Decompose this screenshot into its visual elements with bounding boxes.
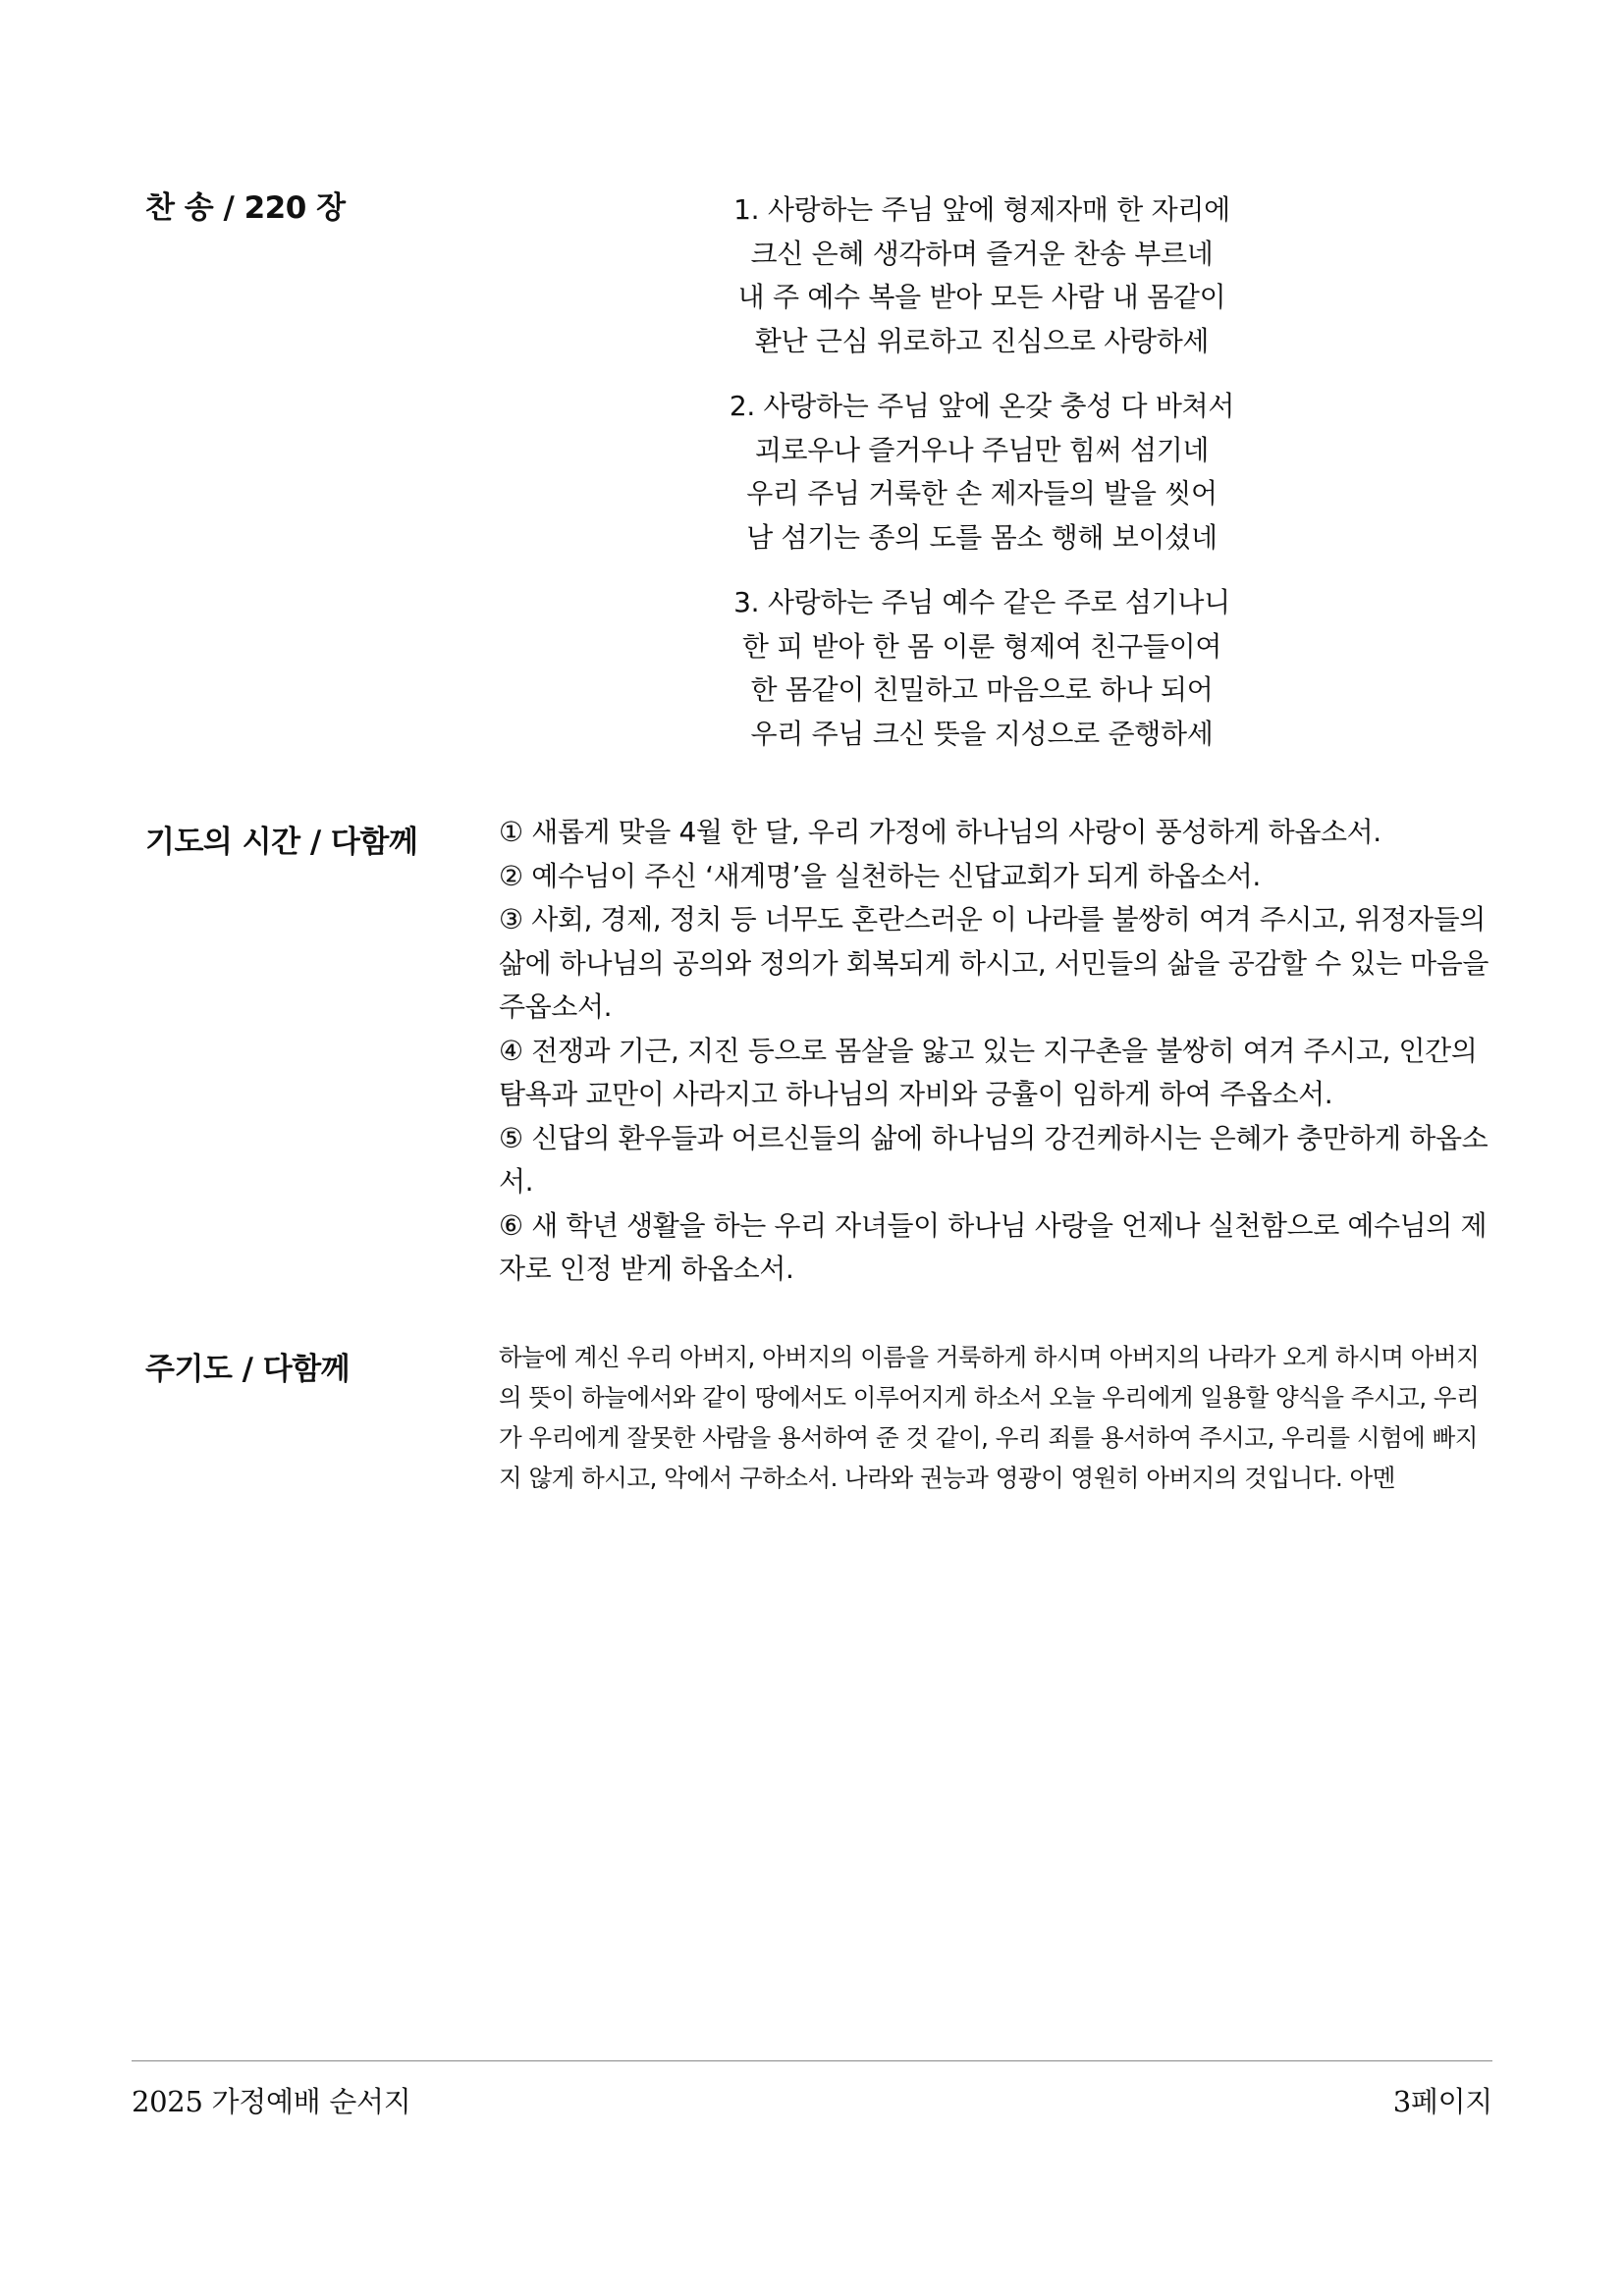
hymn-line: 2. 사랑하는 주님 앞에 온갖 충성 다 바쳐서 — [729, 390, 1235, 422]
hymn-line: 3. 사랑하는 주님 예수 같은 주로 섬기나니 — [733, 586, 1230, 618]
hymn-line: 환난 근심 위로하고 진심으로 사랑하세 — [754, 324, 1210, 357]
prayer-item: ④ 전쟁과 기근, 지진 등으로 몸살을 앓고 있는 지구촌을 불쌍히 여겨 주시고, 인간의 탐욕과 교만이 사라지고 하나님의 자비와 긍휼이 임하게 하여 주옵소서. — [499, 1034, 1478, 1110]
prayer-item: ② 예수님이 주신 ‘새계명’을 실천하는 신답교회가 되게 하옵소서. — [499, 859, 1261, 892]
prayer-list — [499, 811, 1490, 1292]
hymn-line: 내 주 예수 복을 받아 모든 사람 내 몸같이 — [737, 281, 1226, 313]
hymn-section-label: 찬 송 / 220 장 — [145, 190, 346, 226]
hymn-line: 크신 은혜 생각하며 즐거운 찬송 부르네 — [750, 237, 1214, 270]
hymn-line: 1. 사랑하는 주님 앞에 형제자매 한 자리에 — [733, 193, 1230, 226]
footer-divider — [132, 2060, 1492, 2061]
prayer-item: ① 새롭게 맞을 4월 한 달, 우리 가정에 하나님의 사랑이 풍성하게 하옵소서. — [499, 816, 1381, 848]
hymn-line: 남 섬기는 종의 도를 몸소 행해 보이셨네 — [746, 520, 1218, 554]
hymn-verse-2 — [687, 385, 1276, 560]
prayer-section-label: 기도의 시간 / 다함께 — [145, 825, 418, 860]
hymn-line: 괴로우나 즐거우나 주님만 힘써 섬기네 — [754, 433, 1210, 466]
footer-document-title: 2025 가정예배 순서지 — [132, 2085, 411, 2118]
hymn-lyrics — [687, 188, 1276, 777]
lords-prayer-text: 하늘에 계신 우리 아버지, 아버지의 이름을 거룩하게 하시며 아버지의 나라가 오게 하시며 아버지의 뜻이 하늘에서와 같이 땅에서도 이루어지게 하소서 오늘 우리에게 일용할 양식을 주시고, 우리가 우리에게 잘못한 사람을 용서하여 준 것 같이, 우리 죄를 용서하여 주시고, 우리를 시험에 빠지지 않게 하시고, 악에서 구하소서. 나라와 권능과 영광이 영원히 아버지의 것입니다. 아멘 — [499, 1343, 1480, 1492]
prayer-item: ③ 사회, 경제, 정치 등 너무도 혼란스러운 이 나라를 불쌍히 여겨 주시고, 위정자들의 삶에 하나님의 공의와 정의가 회복되게 하시고, 서민들의 삶을 공감할 수 있는 마음을 주옵소서. — [499, 903, 1489, 1023]
hymn-verse-1 — [687, 188, 1276, 363]
hymn-line: 한 피 받아 한 몸 이룬 형제여 친구들이여 — [741, 629, 1222, 663]
hymn-verse-3 — [687, 581, 1276, 756]
lords-prayer-section-label: 주기도 / 다함께 — [145, 1352, 351, 1387]
prayer-item: ⑥ 새 학년 생활을 하는 우리 자녀들이 하나님 사랑을 언제나 실천함으로 예수님의 제자로 인정 받게 하옵소서. — [499, 1208, 1488, 1285]
hymn-line: 한 몸같이 친밀하고 마음으로 하나 되어 — [750, 673, 1214, 706]
footer-page-number: 3페이지 — [1392, 2085, 1492, 2118]
hymn-line: 우리 주님 거룩한 손 제자들의 발을 씻어 — [746, 477, 1218, 509]
prayer-item: ⑤ 신답의 환우들과 어르신들의 삶에 하나님의 강건케하시는 은혜가 충만하게 하옵소서. — [499, 1121, 1489, 1198]
hymn-line: 우리 주님 크신 뜻을 지성으로 준행하세 — [750, 717, 1214, 750]
